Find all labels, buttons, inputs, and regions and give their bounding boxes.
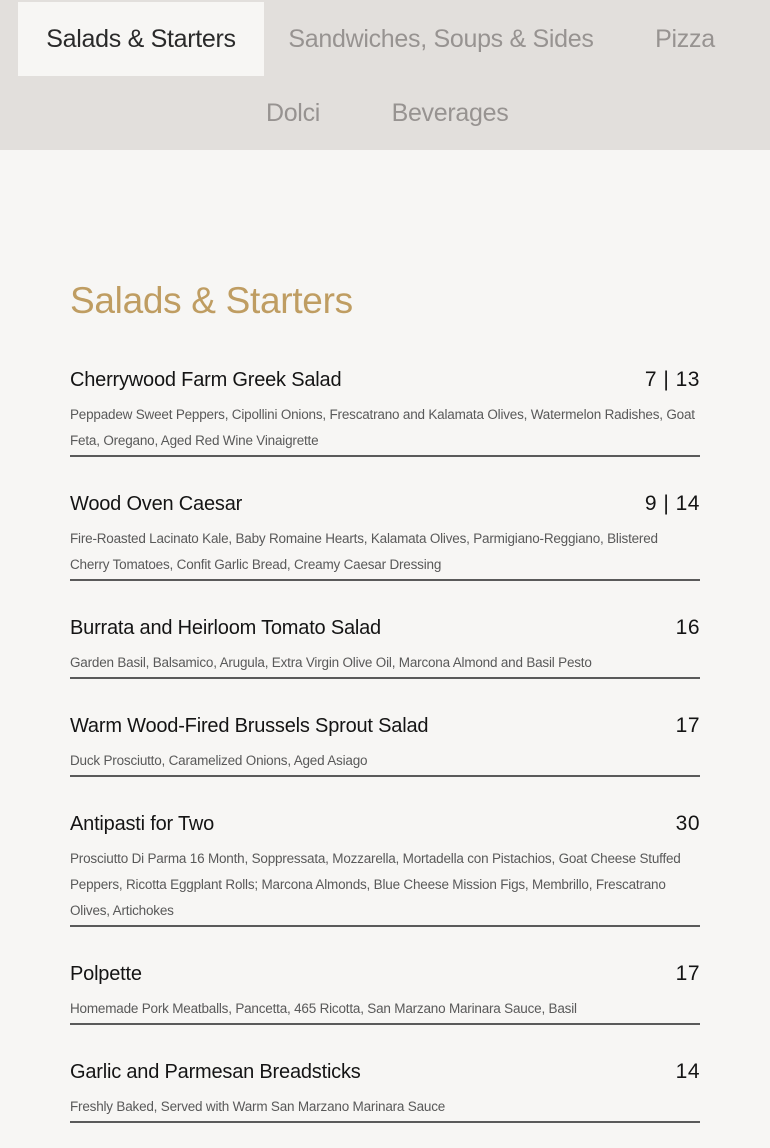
tab-pizza[interactable]: Pizza <box>655 25 715 53</box>
menu-item-price: 30 <box>675 812 700 835</box>
section-title: Salads & Starters <box>70 280 353 321</box>
menu-item-name: Burrata and Heirloom Tomato Salad <box>70 617 381 639</box>
category-tab-bar <box>0 0 770 150</box>
menu-item <box>70 358 700 457</box>
menu-item-price: 9 | 14 <box>644 492 700 515</box>
menu-item <box>70 482 700 581</box>
menu-item-name: Wood Oven Caesar <box>70 493 243 515</box>
menu-item <box>70 1050 700 1123</box>
tab-dolci[interactable]: Dolci <box>265 99 321 127</box>
menu-item-price: 17 <box>675 962 700 985</box>
menu-item <box>70 802 700 927</box>
tab-salads-starters[interactable]: Salads & Starters <box>18 2 264 76</box>
tab-beverages[interactable]: Beverages <box>391 99 509 127</box>
menu-item-description: Garden Basil, Balsamico, Arugula, Extra Virgin Olive Oil, Marcona Almond and Basil Pesto <box>70 655 592 670</box>
menu-item-description: Duck Prosciutto, Caramelized Onions, Aged Asiago <box>70 753 368 768</box>
menu-item-description: Fire-Roasted Lacinato Kale, Baby Romaine Hearts, Kalamata Olives, Parmigiano-Reggiano, Blistered Cherry Tomatoes, Confit Garlic Bread, Creamy Caesar Dressing <box>70 531 658 572</box>
menu-item <box>70 952 700 1025</box>
menu-item-name: Antipasti for Two <box>70 813 215 835</box>
menu-item-name: Warm Wood-Fired Brussels Sprout Salad <box>70 715 429 737</box>
menu-item-list <box>70 358 700 1148</box>
menu-item-description: Peppadew Sweet Peppers, Cipollini Onions, Frescatrano and Kalamata Olives, Watermelon Radishes, Goat Feta, Oregano, Aged Red Wine Vinaigrette <box>70 407 695 448</box>
tab-sandwiches-soups-sides[interactable]: Sandwiches, Soups & Sides <box>288 25 594 53</box>
menu-item-price: 17 <box>675 714 700 737</box>
menu-item-name: Cherrywood Farm Greek Salad <box>70 369 342 391</box>
menu-item-description: Homemade Pork Meatballs, Pancetta, 465 Ricotta, San Marzano Marinara Sauce, Basil <box>70 1001 577 1016</box>
menu-item <box>70 606 700 679</box>
menu-item-price: 7 | 13 <box>644 368 700 391</box>
menu-item <box>70 704 700 777</box>
menu-item-description: Freshly Baked, Served with Warm San Marzano Marinara Sauce <box>70 1099 446 1114</box>
menu-item-price: 16 <box>675 616 700 639</box>
menu-item-price: 14 <box>675 1060 700 1083</box>
menu-item-description: Prosciutto Di Parma 16 Month, Soppressata, Mozzarella, Mortadella con Pistachios, Goat Cheese Stuffed Peppers, Ricotta Eggplant Rolls; Marcona Almonds, Blue Cheese Mission Figs, Membrillo, Frescatrano Olives, Artichokes <box>70 851 681 918</box>
menu-item-name: Polpette <box>70 963 142 985</box>
menu-item-name: Garlic and Parmesan Breadsticks <box>70 1061 361 1083</box>
